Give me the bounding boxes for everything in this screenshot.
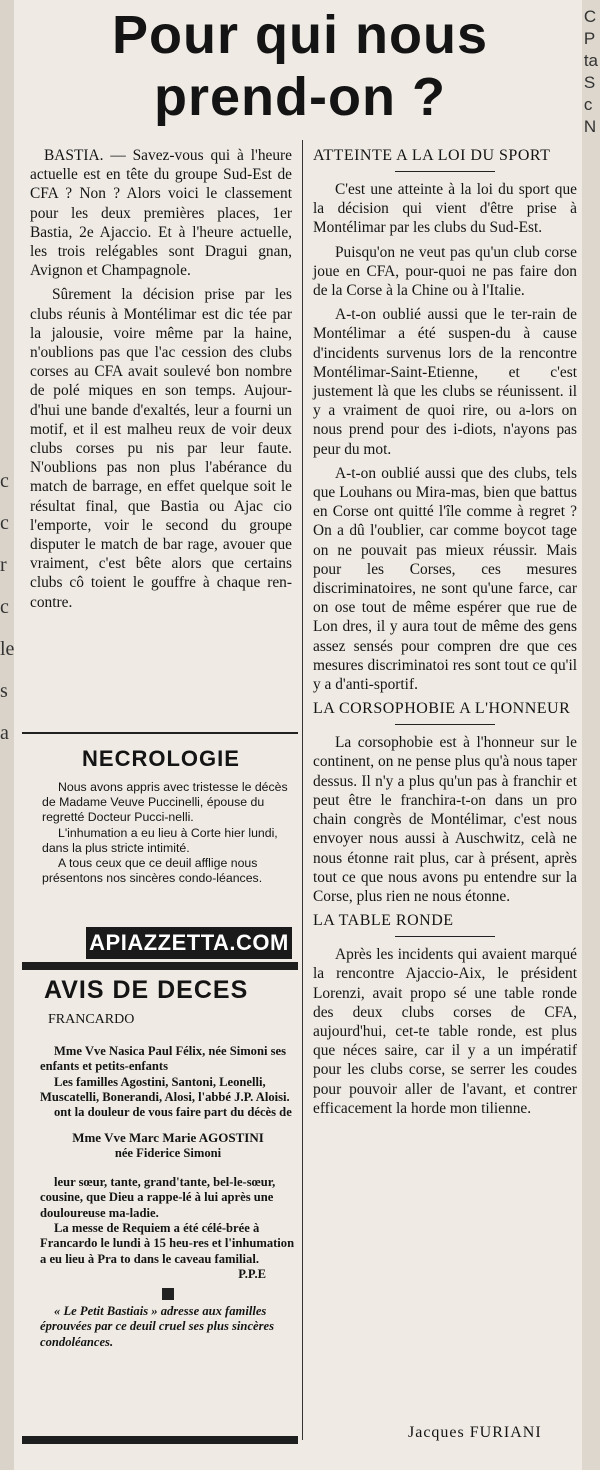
article-paragraph: Sûrement la décision prise par les clubs réunis à Montélimar est dic tée par la jalousie, voire même par la haine, n'oublions pas que l'ac cession des clubs corses au CFA avait soulevé bon nombre de polé miques en son temps. Aujour-d'hui une bande d'exaltés, leur a fourni un motif, et il est malheu reux de voir deux clubs corses pu nis par leur faute. N'oublions pas non plus l'abérance du match de barrage, en effet quelque soit le résultat final, que Bastia ou Ajac cio l'emporte, voir le second du groupe disputer le match de bar rage, avouer que vraiment, c'est bête alors que certains clubs cô toient le gouffre à chaque ren-contre.	[30, 286, 292, 611]
bottom-rule-thick	[22, 1436, 298, 1444]
necrologie-body	[42, 780, 294, 886]
deces-paragraph: Mme Vve Nasica Paul Félix, née Simoni ses enfants et petits-enfants	[40, 1044, 287, 1074]
deces-initials: P.P.E	[238, 1266, 266, 1281]
avis-deces-body	[40, 1044, 296, 1350]
author-signature: Jacques FURIANI	[408, 1424, 542, 1441]
separator-square	[162, 1288, 174, 1300]
deces-paragraph: La messe de Requiem a été célé-brée à Francardo le lundi à 15 heu-res et l'inhumation a eu lieu à Pra to dans le caveau familial.	[40, 1220, 295, 1266]
article-paragraph: C'est une atteinte à la loi du sport que la décision qui vient d'être prise à Montélimar par les clubs du Sud-Est.	[313, 181, 577, 237]
left-edge-fragments: c c r c le s a	[0, 470, 15, 744]
deceased-name: Mme Vve Marc Marie AGOSTINI	[72, 1130, 264, 1146]
subheading-rule	[395, 724, 495, 725]
necrologie-paragraph: L'inhumation a eu lieu à Corte hier lundi, dans la plus stricte intimité.	[42, 825, 278, 855]
avis-deces-place: FRANCARDO	[48, 1012, 135, 1027]
section-rule	[22, 732, 298, 734]
necrologie-title: NECROLOGIE	[82, 746, 240, 771]
headline	[30, 4, 570, 128]
deces-paragraph: leur sœur, tante, grand'tante, bel-le-sœur, cousine, que Dieu a rappe-lé à lui après une douloureuse ma-ladie.	[40, 1175, 276, 1220]
article-paragraph: A-t-on oublié aussi que des clubs, tels que Louhans ou Mira-mas, bien que battus en Corse ont quitté l'île comme à regret ? On a dû l'oublier, car comme boycot tage on ne pouvait pas mieux réussir. Mais pour les Corses, ces mesures discriminatoires, ne sont qu'une farce, car on ose tout de même espérer que rue de Lon dres, il y aura tout de même des gens assez sensés pour compren dre que ces mesures discriminatoi res sont tout ce qu'il y a d'anti-sportif.	[313, 464, 577, 694]
left-article-body	[30, 146, 292, 617]
watermark-logo: APIAZZETTA.COM	[86, 927, 292, 959]
adjacent-clipping-right	[582, 0, 600, 1470]
section-rule-thick	[22, 962, 298, 970]
article-paragraph: BASTIA. — Savez-vous qui à l'heure actuelle est en tête du groupe Sud-Est de CFA ? Non ? Alors voici le classement pour les deux premières places, 1er Bastia, 2e Ajaccio. Et à l'heure actuelle, les trois relégables sont Dragui gnan, Avignon et Champagnole.	[30, 147, 292, 280]
right-edge-fragments: C P ta S c N	[583, 7, 598, 136]
right-article-body	[313, 146, 577, 1123]
deces-paragraph: Les familles Agostini, Santoni, Leonelli, Muscatelli, Bonerandi, Alosi, l'abbé J.P. Aloisi.	[40, 1074, 290, 1104]
subheading: LA TABLE RONDE	[313, 912, 454, 930]
deces-paragraph: ont la douleur de vous faire part du décès de	[54, 1105, 292, 1120]
article-paragraph: Après les incidents qui avaient marqué la rencontre Ajaccio-Aix, le président Lorenzi, avait propo sé une table ronde des deux clubs corses de CFA, aujourd'hui, cet-te table ronde, est plus que néces saire, car il y a un impératif pour les clubs corse, se serrer les coudes pour pouvoir aller de l'avant, et contrer efficacement la horde mon tilienne.	[313, 946, 577, 1117]
headline-line-1: Pour qui nous	[112, 5, 488, 65]
deceased-maiden-name: née Fiderice Simoni	[114, 1145, 222, 1160]
article-paragraph: La corsophobie est à l'honneur sur le continent, on ne pense plus qu'à nous taper dessus. Il n'y a plus qu'un pas à franchir et peut être le franchira-t-on dans un pro chain congrès de Montélimar, c'est nous envoyer nous aussi à Auschwitz, celà ne nous étonne rait plus, car à présent, après tout ce que nous avons pu entendre sur la Corse, plus rien ne nous étonne.	[313, 734, 577, 905]
necrologie-paragraph: Nous avons appris avec tristesse le décès de Madame Veuve Puccinelli, épouse du regretté Docteur Pucci-nelli.	[42, 780, 288, 825]
subheading-rule	[395, 171, 495, 172]
headline-line-2: prend-on ?	[154, 67, 446, 127]
column-divider	[302, 140, 303, 1440]
necrologie-paragraph: A tous ceux que ce deuil afflige nous présentons nos sincères condo-léances.	[42, 856, 263, 886]
subheading-rule	[395, 936, 495, 937]
subheading: LA CORSOPHOBIE A L'HONNEUR	[313, 700, 571, 718]
subheading: ATTEINTE A LA LOI DU SPORT	[313, 147, 551, 164]
article-paragraph: Puisqu'on ne veut pas qu'un club corse joue en CFA, pour-quoi ne pas faire don de la Corse à la Chine ou à l'Italie.	[313, 243, 577, 300]
deces-footer: « Le Petit Bastiais » adresse aux familles éprouvées par ce deuil cruel ses plus sincères condoléances.	[40, 1304, 275, 1349]
avis-deces-title: AVIS DE DECES	[44, 976, 249, 1004]
article-paragraph: A-t-on oublié aussi que le ter-rain de Montélimar a été suspen-du à cause d'incidents survenus lors de la rencontre Montélimar-Saint-Etienne, et c'est justement là que les clubs se réunissent. il y a vraiment de quoi rire, ou a-lors on nous prend pour des i-diots, n'ayons pas peur du mot.	[313, 306, 577, 458]
